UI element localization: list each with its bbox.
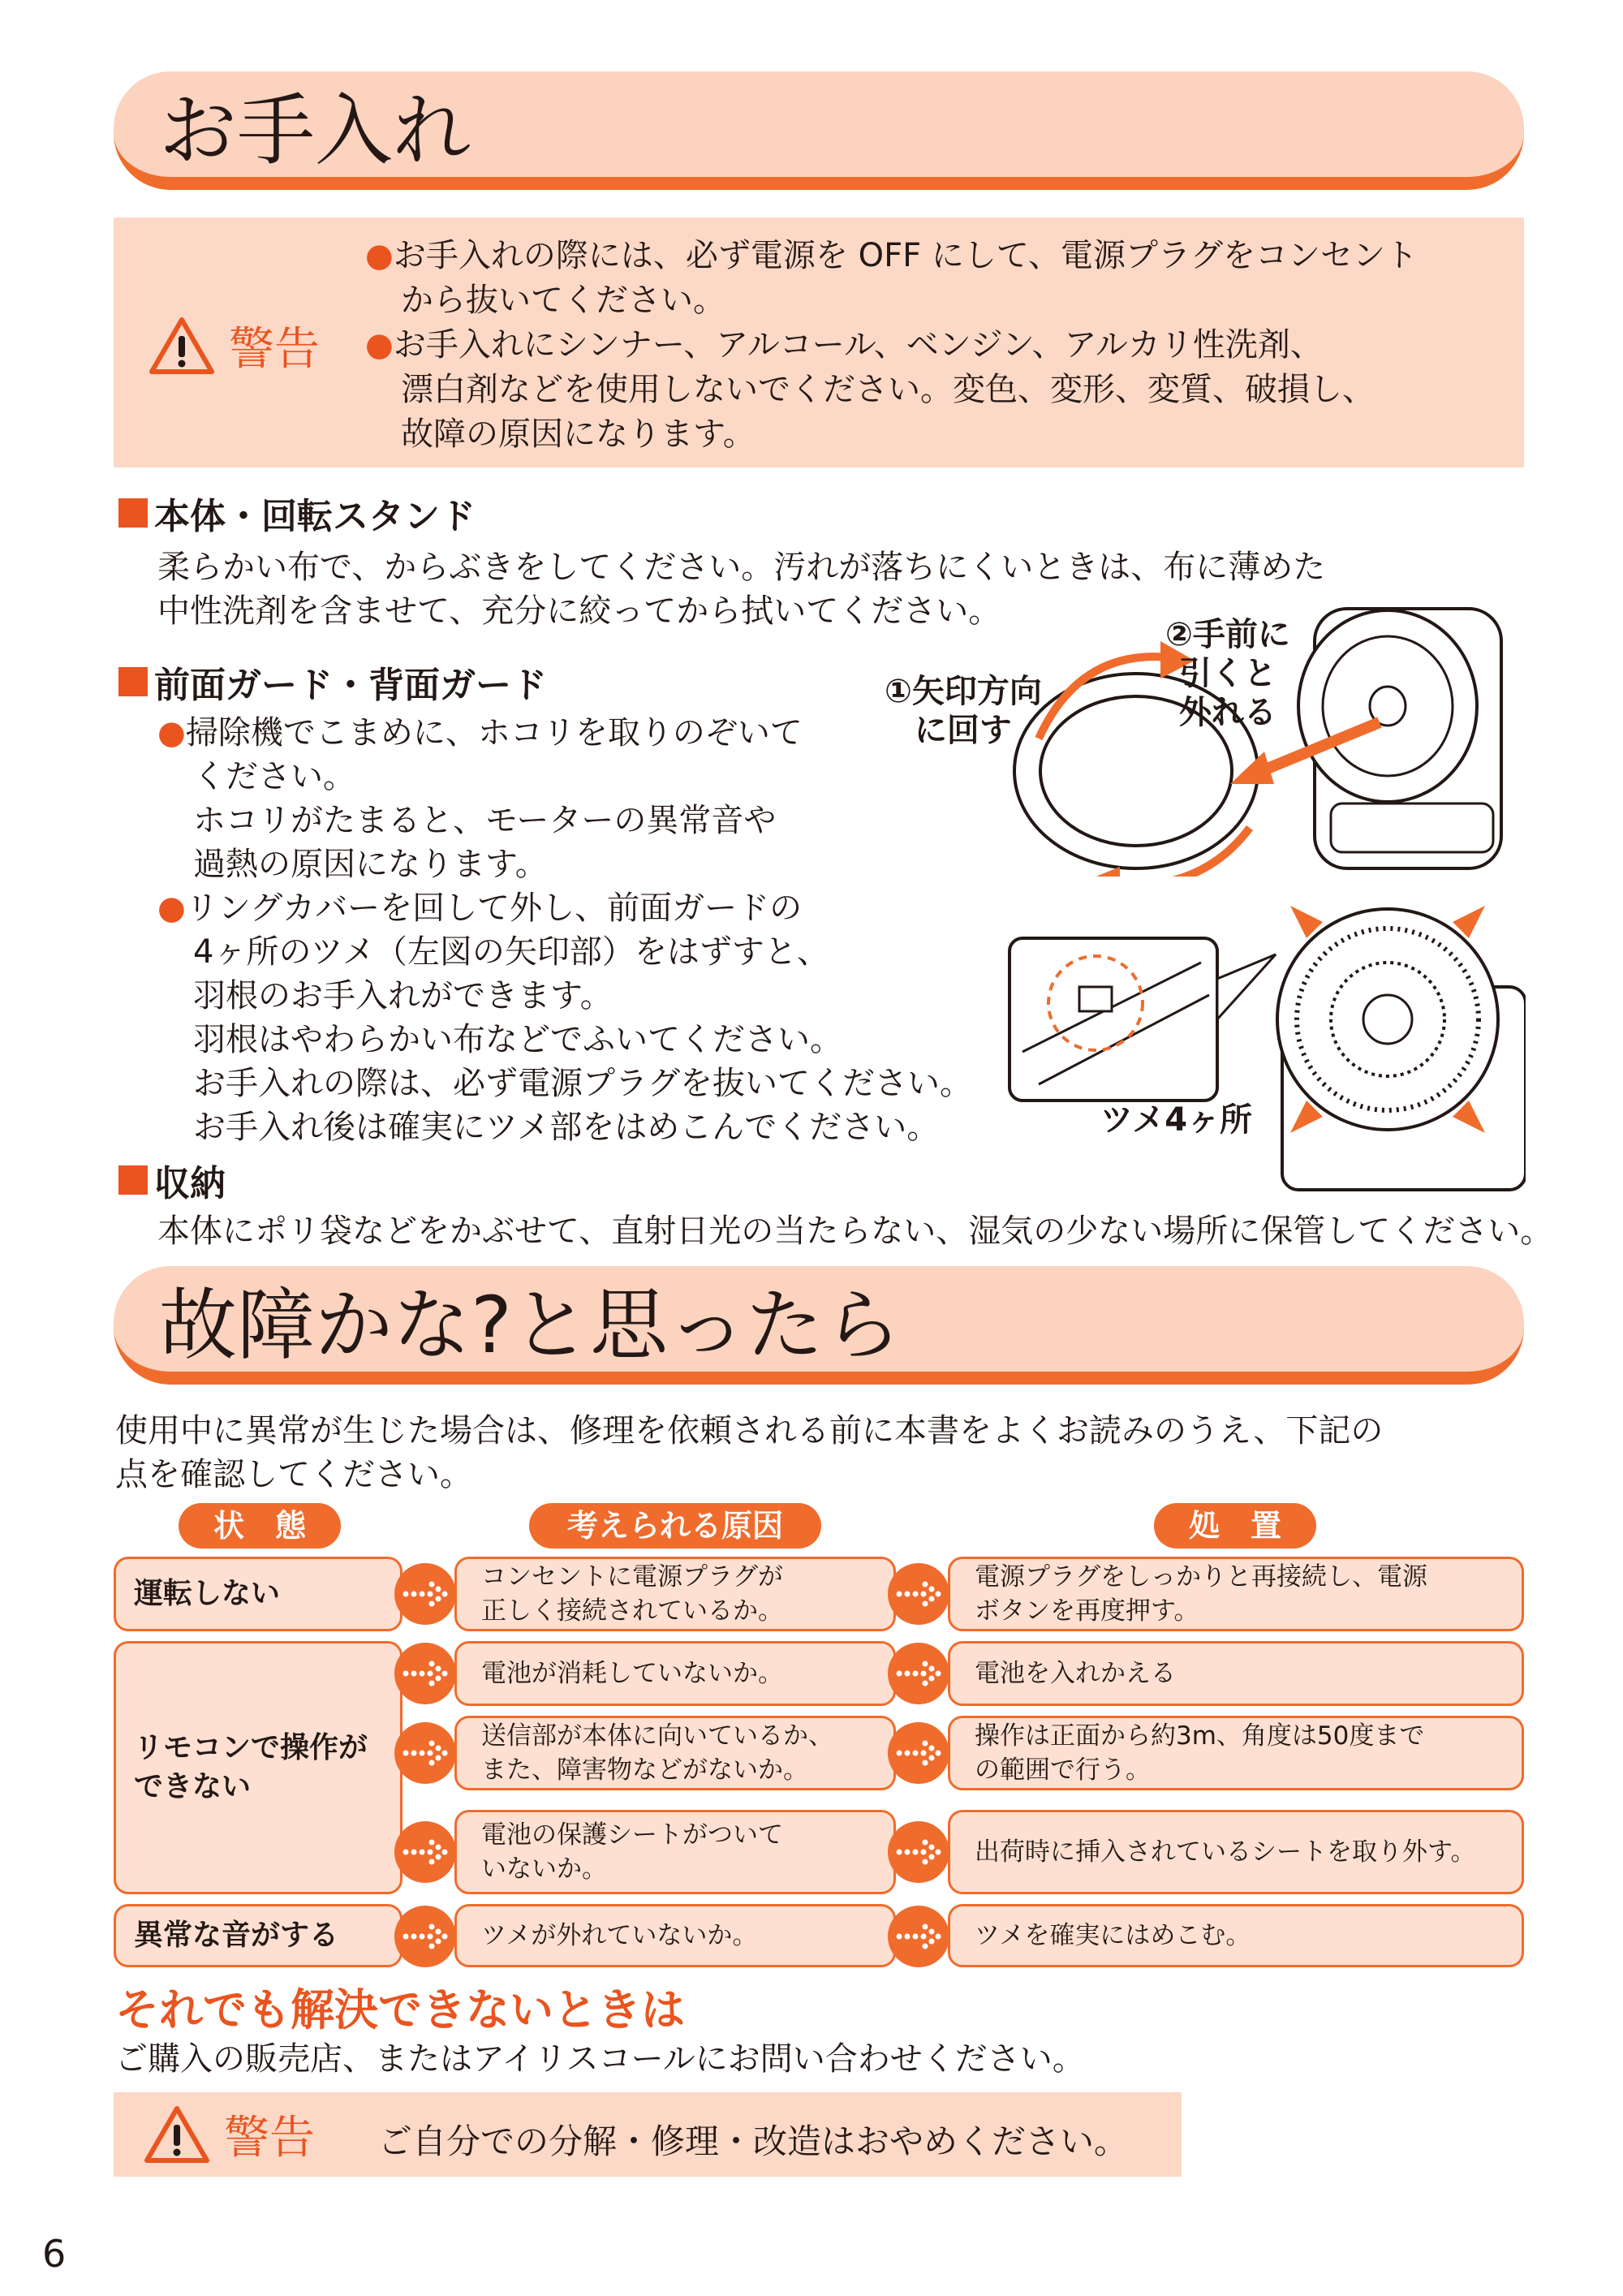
guards-text: ●掃除機でこまめに、ホコリを取りのぞいて ください。 ホコリがたまると、モーターの異常音や 過熱の原因になります。 ●リングカバーを回して外し、前面ガードの 4ヶ所のツメ（左図の矢印部）をはずすと、 羽根のお手入れができます。 羽根はやわらかい布などでふいてください。 お手入れの際は、必ず電源プラグを抜いてください。 お手入れ後は確実にツメ部をはめこんでください。 (157, 714, 972, 1146)
maintenance-warning-text: ●お手入れの際には、必ず電源を OFF にして、電源プラグをコンセント から抜いてください。 ●お手入れにシンナー、アルコール、ベンジン、アルカリ性洗剤、 漂白剤などを使用しないでください。変色、変形、変質、破損し、 故障の原因になります。 (365, 237, 1419, 453)
step1-label: ①矢印方向 に回す (885, 673, 1042, 749)
header-remedy: 処 置 (1154, 1503, 1316, 1549)
remedy-cell: 電池を入れかえる (948, 1641, 1524, 1706)
warning-label: 警告 (144, 2102, 315, 2167)
maintenance-title-bar (114, 71, 1524, 190)
remedy-cell: 操作は正面から約3m、角度は50度まで の範囲で行う。 (948, 1716, 1524, 1790)
troubleshooting-intro: 使用中に異常が生じた場合は、修理を依頼される前に本書をよくお読みのうえ、下記の 点を確認してください。 (115, 1412, 1384, 1493)
storage-heading: 収納 (118, 1154, 226, 1206)
repair-warning-text: ご自分での分解・修理・改造はおやめください。 (378, 2122, 1129, 2161)
claws-illustration (1006, 890, 1526, 1198)
cause-cell: 電池の保護シートがついて いないか。 (454, 1810, 896, 1894)
cause-cell: ツメが外れていないか。 (454, 1904, 896, 1967)
dotted-arrow-icon (888, 1563, 949, 1625)
guards-heading: 前面ガード・背面ガード (118, 656, 547, 708)
claws-label: ツメ4ヶ所 (1100, 1101, 1253, 1139)
warning-triangle-icon (149, 317, 214, 375)
remedy-cell: ツメを確実にはめこむ。 (948, 1904, 1524, 1967)
page-number: 6 (42, 2232, 67, 2276)
dotted-arrow-icon (394, 1906, 456, 1967)
dotted-arrow-icon (394, 1563, 456, 1625)
dotted-arrow-icon (888, 1643, 949, 1704)
troubleshooting-title: 故障かな?と思ったら (159, 1280, 902, 1371)
dotted-arrow-icon (394, 1643, 456, 1704)
status-not-running: 運転しない (114, 1557, 403, 1631)
unresolved-heading: それでも解決できないときは (115, 1984, 685, 2035)
warning-triangle-icon (144, 2105, 209, 2164)
dotted-arrow-icon (394, 1821, 456, 1883)
dotted-arrow-icon (394, 1722, 456, 1784)
cause-cell: 送信部が本体に向いているか、 また、障害物などがないか。 (454, 1716, 896, 1790)
maintenance-title: お手入れ (159, 85, 471, 176)
cause-cell: コンセントに電源プラグが 正しく接続されているか。 (454, 1557, 896, 1631)
dotted-arrow-icon (888, 1722, 949, 1784)
status-noise: 異常な音がする (114, 1904, 403, 1967)
remedy-cell: 電源プラグをしっかりと再接続し、電源 ボタンを再度押す。 (948, 1557, 1524, 1631)
troubleshooting-title-bar (114, 1266, 1524, 1385)
step2-label: ②手前に 引くと 外れる (1165, 616, 1290, 731)
maintenance-warning-box (114, 218, 1524, 467)
remedy-cell: 出荷時に挿入されているシートを取り外す。 (948, 1810, 1524, 1894)
cause-cell: 電池が消耗していないか。 (454, 1641, 896, 1706)
repair-warning-box (114, 2092, 1182, 2177)
header-status: 状 態 (179, 1503, 341, 1549)
unresolved-text: ご購入の販売店、またはアイリスコールにお問い合わせください。 (115, 2040, 1085, 2078)
header-cause: 考えられる原因 (529, 1503, 821, 1549)
storage-text: 本体にポリ袋などをかぶせて、直射日光の当たらない、湿気の少ない場所に保管してください。 (157, 1213, 1553, 1250)
status-remote: リモコンで操作が できない (114, 1641, 403, 1894)
body-stand-text: 柔らかい布で、からぶきをしてください。汚れが落ちにくいときは、布に薄めた 中性洗剤を含ませて、充分に絞ってから拭いてください。 (157, 549, 1326, 630)
dotted-arrow-icon (888, 1906, 949, 1967)
dotted-arrow-icon (888, 1821, 949, 1883)
warning-label: 警告 (149, 313, 320, 378)
body-stand-heading: 本体・回転スタンド (118, 487, 476, 539)
